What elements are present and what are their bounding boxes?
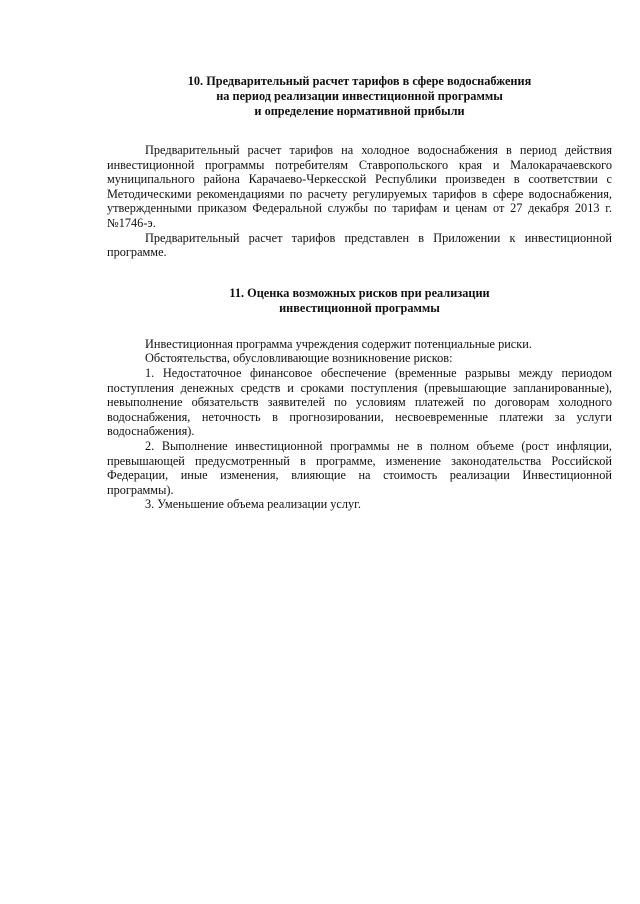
section-10-paragraph: Предварительный расчет тарифов представлен в Приложении к инвестиционной программе. [107, 230, 612, 260]
section-11-paragraph: Инвестиционная программа учреждения содержит потенциальные риски. [145, 336, 532, 351]
risk-item-2: 2. Выполнение инвестиционной программы не в полном объеме (рост инфляции, превышающей предусмотренный в программе, изменение законодательства Российской Федерации, иные изменения, влияющие на стоимость реализации Инвестиционной программы). [107, 438, 612, 497]
section-11-heading-line: 11. Оценка возможных рисков при реализации [229, 285, 490, 300]
section-10-heading-line: на период реализации инвестиционной программы [216, 89, 503, 103]
section-10-paragraph: Предварительный расчет тарифов на холодное водоснабжения в период действия инвестиционной программы потребителям Ставропольского края и Малокарачаевского муниципального района Карачаево-Черкесской Республики произведен в соответствии с Методическими рекомендациями по расчету регулируемых тарифов в сфере водоснабжения, утвержденными приказом Федеральной службы по тарифам и ценам от 27 декабря 2013 г. №1746-э. [107, 143, 612, 230]
section-11-heading-line: инвестиционной программы [279, 300, 440, 315]
document-page [107, 74, 612, 512]
risk-item-3: 3. Уменьшение объема реализации услуг. [145, 497, 361, 512]
section-11-heading [107, 286, 612, 316]
risk-item-1: 1. Недостаточное финансовое обеспечение (временные разрывы между периодом поступления денежных средств и сроками поступления (превышающие запланированные), невыполнение обязательств заявителей по условиям платежей по договорам холодного водоснабжения, неточность в прогнозировании, несвоевременные платежи за услуги водоснабжения). [107, 365, 612, 439]
section-10-heading-line: 10. Предварительный расчет тарифов в сфере водоснабжения [187, 74, 532, 88]
section-10-heading [107, 74, 612, 119]
section-10-heading-line: и определение нормативной прибыли [254, 104, 465, 118]
section-11-paragraph: Обстоятельства, обусловливающие возникновение рисков: [145, 351, 453, 366]
